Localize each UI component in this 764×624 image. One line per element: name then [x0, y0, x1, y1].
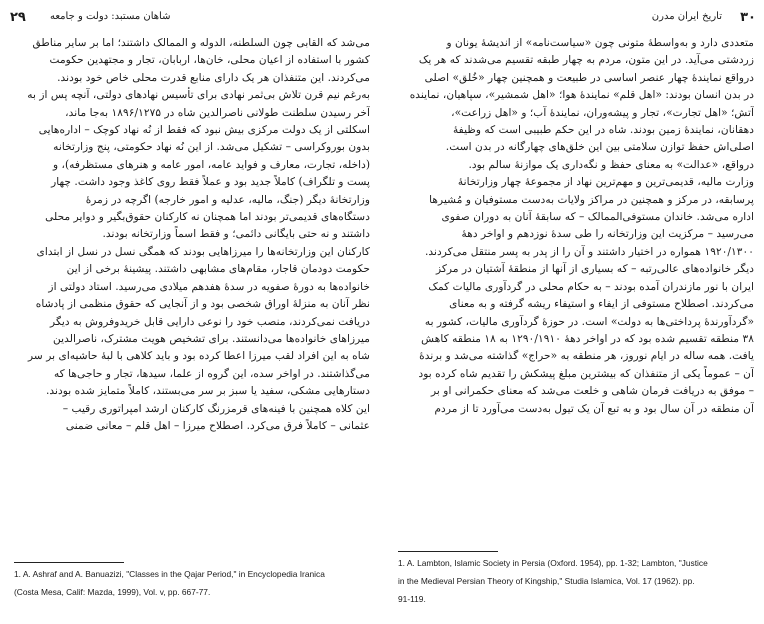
text-line: کارکنان این وزارتخانه‌ها را میرزاهایی بودند که همگی نسل در نسل از ابتدای — [36, 244, 370, 258]
text-line: وزارتخانهٔ دیگر (جنگ، مالیه، عدلیه و امور خارجه) اگرچه در زمرهٔ — [85, 192, 370, 206]
text-line: عثمانی – کاملاً فرق می‌کرد. اصطلاح میرزا – اهل قلم – معانی ضمنی — [65, 418, 370, 432]
text-line: یافت. همه ساله در ایام نوروز، هر منطقه به «حراج» گذاشته می‌شد و برندهٔ — [419, 349, 754, 363]
text-line: درواقع نمایندهٔ چهار عنصر اساسی در طبیعت و همچنین چهار «خُلق» اصلی — [424, 70, 754, 84]
text-line: آن – عموماً یکی از متنفذان که بیشترین مبلغ پیشکش را تقدیم شاه کرده بود — [418, 366, 754, 380]
text-line: (داخله، تجارت، معارف و فواید عامه، امور عامه و هنرهای مستظرفه)، و — [52, 157, 370, 171]
text-line: شاه به این افراد لقب میرزا اعطا کرده بود و باید کلاهی با لبهٔ حاشیه‌ای بر سر — [27, 349, 370, 363]
text-line: کشور با استفاده از اعیان محلی، خان‌ها، اربابان، تجار و مجتهدین حکومت — [49, 53, 370, 67]
text-line: می‌رسید – مرکزیت این وزارتخانه را طی سدهٔ نوزدهم و اواخر دههٔ — [461, 227, 754, 241]
body-text — [14, 34, 370, 434]
footnote-line: (Costa Mesa, Calif: Mazda, 1999), Vol. v, pp. 667-77. — [14, 587, 211, 597]
footnote-line: 91-119. — [398, 594, 426, 604]
text-line: اصلی‌اش حفظ توازن سلامتی بین این خلق‌های چهارگانه در بدن است. — [445, 140, 754, 154]
text-line: می‌گذاشتند. در اواخر سده، این گروه از علما، سیدها، تجار و حاجی‌ها که — [53, 366, 370, 380]
body-text — [398, 34, 754, 417]
text-line: اداره می‌شد. خاندان مستوفی‌الممالک – که سابقهٔ آنان به دوران صفوی — [441, 210, 754, 224]
footnote-line: 1. A. Lambton, Islamic Society in Persia (Oxford. 1954), pp. 1-32; Lambton, "Justice — [398, 558, 708, 568]
text-line: آتش؛ «اهل تجارت»، تجار و پیشه‌وران، نمایندهٔ آب؛ و «اهل زراعت»، — [451, 105, 754, 119]
text-line: میرزاهای خانواده‌ها می‌دانستند. برای تشخیص هویت مشترک، ناصرالدین — [52, 331, 370, 345]
text-line: این کلاه همچنین با فینه‌های قرمزرنگ کارکنان ارشد امپراتوری رقیب – — [62, 401, 370, 415]
text-line: حکومت دودمان قاجار، مقام‌های مشابهی داشتند. پیشینهٔ برخی از این — [66, 262, 370, 276]
text-line: متعددی دارد و به‌واسطهٔ متونی چون «سیاست‌نامه» از اندیشهٔ یونان و — [446, 36, 754, 49]
text-line: ایران با نور مازندران آمده بودند – به حکام محلی در گردآوری مالیات کمک — [428, 279, 754, 293]
running-title: تاریخ ایران مدرن — [651, 11, 722, 22]
text-line: ۱۹۲۰/۱۳۰۰ همواره در اختیار داشتند و آن را از پدر به پسر منتقل می‌کردند. — [425, 244, 754, 258]
footnote-rule — [398, 551, 498, 552]
text-line: درواقع، «عدالت» به معنای حفظ و نگه‌داری یک موازنهٔ سالم بود. — [468, 157, 754, 171]
footnote-rule — [14, 562, 124, 563]
text-line: «گردآورندهٔ پرداختی‌ها به دولت» است. در حوزهٔ گردآوری مالیات، کشور به — [424, 314, 754, 328]
text-line: دیگر خانواده‌های عالی‌رتبه – که بسیاری از آنها از منطقهٔ آشتیان در مرکز — [435, 262, 754, 276]
footnote-line: in the Medieval Persian Theory of Kingship," Studia Islamica, Vol. 17 (1962). pp. — [398, 576, 695, 586]
footnote — [14, 565, 370, 601]
text-line: دستگاه‌های قدیمی‌تر بودند اما همچنان نه کارکنان حقوق‌بگیر و دوایر محلی — [45, 210, 370, 224]
footnote — [398, 554, 754, 608]
text-line: آن منطقه در آن سال بود و به تبع آن یک تیول به‌دست می‌آورد تا از مردم — [434, 401, 754, 415]
text-line: پرسابقه، در مرکز و همچنین در مراکز ولایات به‌دست مستوفیان و مُشیرها — [429, 192, 754, 206]
text-line: نظر آنان به منزلهٔ اوراق شخصی بود و از آنجایی که حقوق منظمی از پادشاه — [35, 297, 370, 311]
text-line: اسکلتی از یک دولت مرکزی بیش نبود که فقط از نُه نهاد کوچک – اداره‌هایی — [38, 123, 370, 137]
text-line: دستارهایی مشکی، سفید یا سبز بر سر می‌بستند، کاملاً متمایز شده بودند. — [45, 384, 370, 398]
text-line: داشتند و نه حتی بایگانی دائمی؛ و فقط اسماً وزارتخانه بودند. — [102, 227, 370, 241]
text-line: دهقانان، نمایندهٔ زمین بودند. شاه در این حکم طبیبی است که وظیفهٔ — [452, 123, 754, 137]
text-line: بدون بوروکراسی – تشکیل می‌شد. از این نُه نهاد حکومتی، پنج وزارتخانه — [53, 140, 370, 154]
text-line: زردشتی می‌آید. در این متون، مردم به چهار طبقه تقسیم می‌شدند که هر یک — [418, 53, 754, 67]
page-number: ۳۰ — [740, 10, 756, 25]
text-line: خانواده‌ها به دورهٔ صفویه در سدهٔ هفدهم میلادی می‌رسید. استاد دولتی از — [48, 279, 370, 293]
text-line: دریافت نمی‌کردند، منصب خود را نوعی دارایی قابل خریدوفروش به دیگر — [50, 314, 370, 328]
text-line: وزارت مالیه، قدیمی‌ترین و مهم‌ترین نهاد از مجموعهٔ چهار وزارتخانهٔ — [457, 175, 754, 189]
text-line: به‌رغم نیم قرن تلاش بی‌ثمر نهادی برای تأسیس نهادهای دولتی، آنچه پس از به — [27, 88, 370, 102]
text-line: می‌کردند. اصطلاح مستوفی از ایفاء و استیفاء ریشه گرفته و به معنای — [449, 297, 754, 311]
text-line: – موفق به دریافت فرمان شاهی و خلعت می‌شد که معنای حکمرانی او بر — [431, 384, 754, 398]
text-line: می‌کردند. این متنفذان هر یک دارای منابع قدرت محلی خاص خود بودند. — [57, 70, 370, 84]
text-line: می‌شد که القابی چون السلطنه، الدوله و الممالک داشتند؛ اما بر سایر مناطق — [32, 36, 370, 49]
right-page — [382, 0, 764, 624]
text-line: آخر رسیدن سلطنت طولانی ناصرالدین شاه در ۱۸۹۶/۱۲۷۵ به‌جا ماند، — [65, 105, 370, 119]
page-number: ۲۹ — [10, 10, 26, 25]
running-title: شاهان مستبد: دولت و جامعه — [50, 11, 171, 22]
page-header — [0, 10, 382, 28]
text-line: ۳۸ منطقه تقسیم شده بود که در اواخر دههٔ ۱۲۹۰/۱۹۱۰ به ۱۸ منطقه کاهش — [421, 331, 754, 345]
footnote-line: 1. A. Ashraf and A. Banuazizi, "Classes in the Qajar Period," in Encyclopedia Iranica — [14, 569, 325, 579]
text-line: در بدن انسان بودند: «اهل قلم» نمایندهٔ هوا؛ «اهل شمشیر»، سپاهیان، نماینده — [409, 88, 754, 102]
page-header — [382, 10, 764, 28]
text-line: پست و تلگراف) کاملاً جدید بود و عملاً فقط روی کاغذ وجود داشت. چهار — [51, 175, 370, 189]
